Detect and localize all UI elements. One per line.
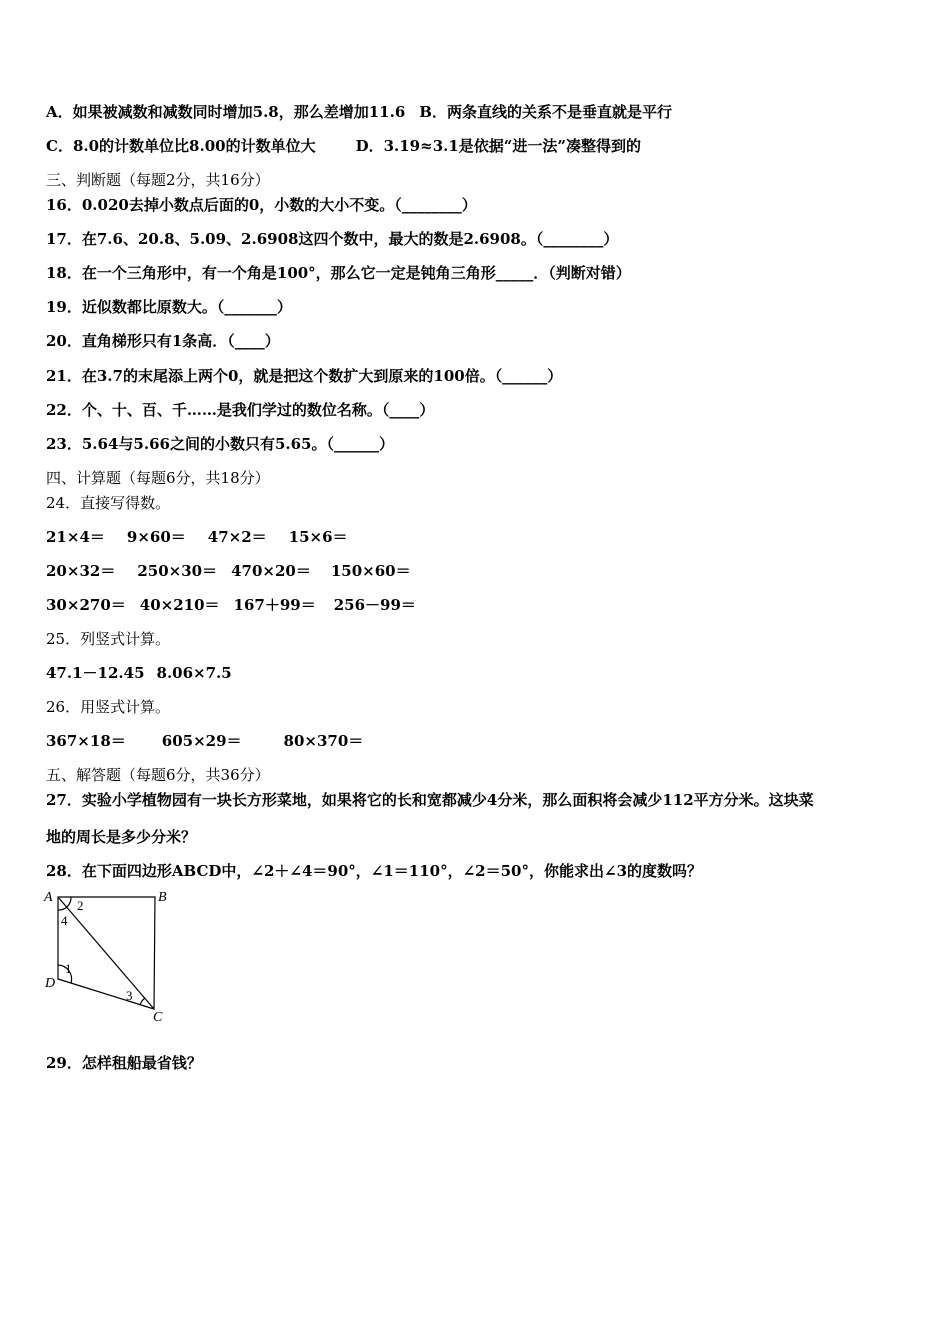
- question-29: 29．怎样租船最省钱？: [46, 1054, 202, 1072]
- q25-items: [46, 663, 232, 683]
- q24-item: 30×270＝: [46, 596, 126, 614]
- q24-row-1: [46, 527, 348, 547]
- question-27-line-2: 地的周长是多少分米？: [46, 828, 197, 846]
- choice-a: A．如果被减数和减数同时增加5.8，那么差增加11.6: [46, 103, 406, 121]
- label-angle-2: 2: [77, 898, 84, 913]
- label-angle-4: 4: [61, 913, 68, 928]
- section3-heading: 三、判断题（每题2分，共16分）: [46, 171, 270, 189]
- section4-heading: 四、计算题（每题6分，共18分）: [46, 469, 270, 487]
- angle-arc-2: [67, 897, 71, 907]
- q26-items: [46, 731, 363, 751]
- q24-item: 150×60＝: [330, 562, 411, 580]
- label-a: A: [44, 890, 53, 905]
- label-d: D: [45, 976, 56, 991]
- question-24: 24．直接写得数。: [46, 494, 171, 512]
- q24-row-2: [46, 561, 411, 581]
- q24-item: 470×20＝: [231, 562, 311, 580]
- q24-item: 21×4＝: [46, 528, 105, 546]
- q24-item: 40×210＝: [139, 596, 220, 614]
- question-22: 22．个、十、百、千……是我们学过的数位名称。（____）: [46, 401, 435, 419]
- choices-row-1: [46, 102, 672, 122]
- q24-row-3: [46, 595, 416, 615]
- choices-row-2: [46, 136, 641, 156]
- question-20: 20．直角梯形只有1条高．（____）: [46, 332, 280, 350]
- quadrilateral-abcd-figure: [40, 884, 180, 1024]
- question-21: 21．在3.7的末尾添上两个0，就是把这个数扩大到原来的100倍。（______）: [46, 367, 563, 385]
- choice-b: B．两条直线的关系不是垂直就是平行: [419, 103, 672, 121]
- question-26: 26．用竖式计算。: [46, 698, 171, 716]
- q24-item: 250×30＝: [137, 562, 218, 580]
- q24-item: 256－99＝: [333, 596, 416, 614]
- question-16: 16．0.020去掉小数点后面的0，小数的大小不变。（________）: [46, 196, 477, 214]
- label-b: B: [158, 890, 167, 905]
- q24-item: 167＋99＝: [233, 596, 316, 614]
- angle-arc-4: [58, 907, 67, 910]
- label-c: C: [153, 1010, 163, 1024]
- diagonal-ac: [58, 897, 154, 1009]
- label-angle-3: 3: [126, 988, 133, 1003]
- question-18: 18．在一个三角形中，有一个角是100°，那么它一定是钝角三角形_____．（判断对错）: [46, 264, 631, 282]
- question-25: 25．列竖式计算。: [46, 630, 171, 648]
- q24-item: 15×6＝: [288, 528, 348, 546]
- angle-arc-3: [140, 998, 145, 1005]
- q25-item: 8.06×7.5: [156, 664, 232, 682]
- question-27-line-1: 27．实验小学植物园有一块长方形菜地，如果将它的长和宽都减少4分米，那么面积将会减少112平方分米。这块菜: [46, 791, 814, 809]
- section5-heading: 五、解答题（每题6分，共36分）: [46, 766, 270, 784]
- q25-item: 47.1－12.45: [46, 664, 145, 682]
- question-19: 19．近似数都比原数大。（_______）: [46, 298, 292, 316]
- q26-item: 605×29＝: [161, 732, 242, 750]
- choice-c: C．8.0的计数单位比8.00的计数单位大: [46, 137, 316, 155]
- q26-item: 80×370＝: [283, 732, 364, 750]
- question-28: 28．在下面四边形ABCD中，∠2＋∠4＝90°，∠1＝110°，∠2＝50°，你能求出∠3的度数吗？: [46, 862, 703, 880]
- q24-item: 9×60＝: [126, 528, 186, 546]
- label-angle-1: 1: [65, 961, 72, 976]
- q24-item: 47×2＝: [207, 528, 267, 546]
- question-23: 23．5.64与5.66之间的小数只有5.65。（______）: [46, 435, 394, 453]
- question-17: 17．在7.6、20.8、5.09、2.6908这四个数中，最大的数是2.6908。（________）: [46, 230, 619, 248]
- choice-d: D．3.19≈3.1是依据“进一法”凑整得到的: [355, 137, 642, 155]
- q26-item: 367×18＝: [46, 732, 126, 750]
- q24-item: 20×32＝: [46, 562, 116, 580]
